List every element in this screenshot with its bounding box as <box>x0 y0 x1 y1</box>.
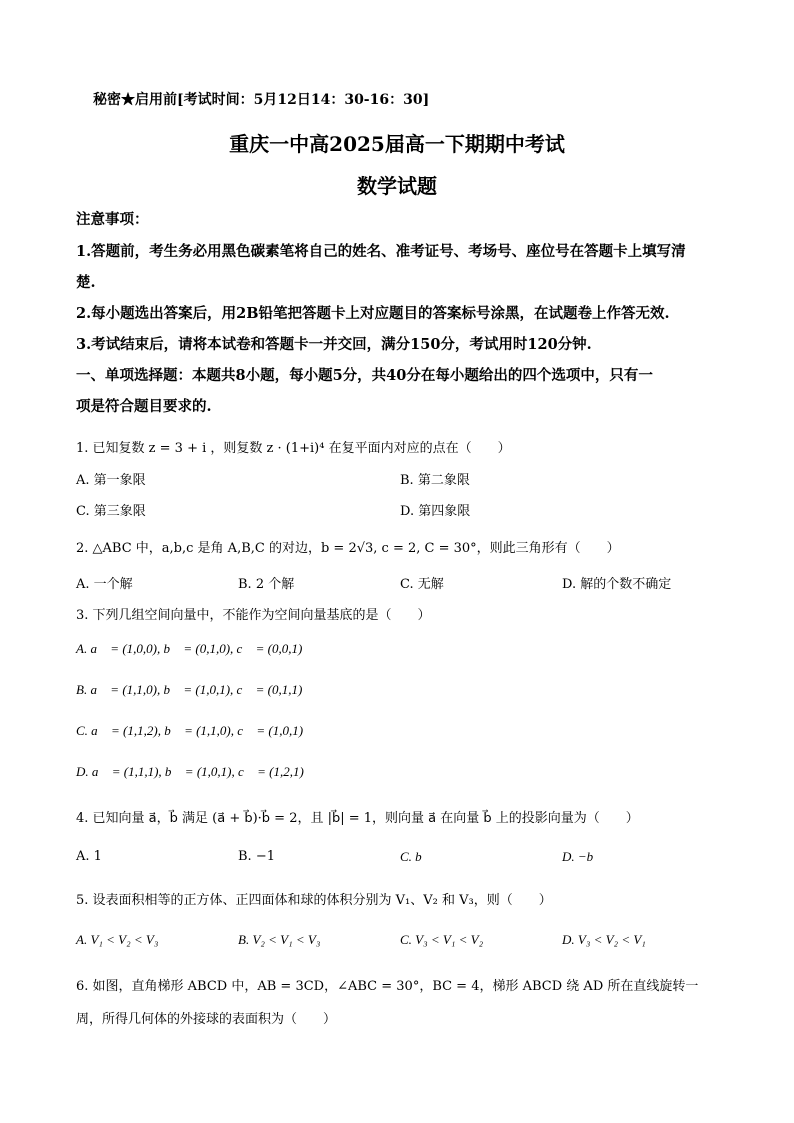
notes-item-2: 2.每小题选出答案后，用2B铅笔把答题卡上对应题目的答案标号涂黑，在试题卷上作答无效. <box>76 305 670 322</box>
question-2-option-c: C. 无解 <box>400 577 444 592</box>
question-1-option-b: B. 第二象限 <box>400 473 470 488</box>
notes-item-3: 3.考试结束后，请将本试卷和答题卡一并交回，满分150分，考试用时120分钟. <box>76 336 592 353</box>
question-4-option-a: A. 1 <box>76 849 102 864</box>
notes-item-1: 1.答题前，考生务必用黑色碳素笔将自己的姓名、准考证号、考场号、座位号在答题卡上填写清 <box>76 243 686 260</box>
question-2-stem: 2. △ABC 中，a,b,c 是角 A,B,C 的对边，b = 2√3, c = 2, C = 30°，则此三角形有（ ） <box>76 541 620 556</box>
question-3-stem: 3. 下列几组空间向量中，不能作为空间向量基底的是（ ） <box>76 608 431 623</box>
question-3-option-b: B. a⃗ = (1,1,0), b⃗ = (1,0,1), c⃗ = (0,1,1) <box>76 682 303 697</box>
confidential-header: 秘密★启用前[考试时间：5月12日14：30-16：30] <box>93 92 430 108</box>
section-1-heading-cont: 项是符合题目要求的. <box>76 398 212 415</box>
question-4-stem: 4. 已知向量 a⃗，b⃗ 满足 (a⃗ + b⃗)·b⃗ = 2，且 |b⃗| = 1，则向量 a⃗ 在向量 b⃗ 上的投影向量为（ ） <box>76 811 639 826</box>
question-3-option-c: C. a⃗ = (1,1,2), b⃗ = (1,1,0), c⃗ = (1,0,1) <box>76 723 304 738</box>
question-3-option-a: A. a⃗ = (1,0,0), b⃗ = (0,1,0), c⃗ = (0,0,1) <box>76 641 303 656</box>
question-5-option-b: B. V₂ < V₁ < V₃ <box>238 932 321 947</box>
question-1-stem: 1. 已知复数 z = 3 + i ，则复数 z · (1+i)⁴ 在复平面内对应的点在（ ） <box>76 441 511 456</box>
exam-subtitle: 数学试题 <box>357 174 437 198</box>
notes-item-1-cont: 楚. <box>76 274 96 291</box>
question-4-option-b: B. −1 <box>238 849 275 864</box>
question-3-option-d: D. a⃗ = (1,1,1), b⃗ = (1,0,1), c⃗ = (1,2,1) <box>76 764 304 779</box>
question-1-option-c: C. 第三象限 <box>76 504 146 519</box>
exam-title: 重庆一中高2025届高一下期期中考试 <box>229 132 565 156</box>
notes-heading: 注意事项： <box>76 211 149 228</box>
question-4-option-d: D. −b⃗ <box>562 849 604 864</box>
question-5-stem: 5. 设表面积相等的正方体、正四面体和球的体积分别为 V₁、V₂ 和 V₃，则（ ） <box>76 893 552 908</box>
question-4-option-c: C. b⃗ <box>400 849 432 864</box>
question-6-stem-cont: 周，所得几何体的外接球的表面积为（ ） <box>76 1012 337 1027</box>
section-1-heading: 一、单项选择题：本题共8小题，每小题5分，共40分在每小题给出的四个选项中，只有一 <box>76 367 653 384</box>
question-5-option-c: C. V₃ < V₁ < V₂ <box>400 932 484 947</box>
question-2-option-b: B. 2 个解 <box>238 577 295 592</box>
question-1-option-a: A. 第一象限 <box>76 473 146 488</box>
question-6-stem: 6. 如图，直角梯形 ABCD 中，AB = 3CD，∠ABC = 30°，BC = 4，梯形 ABCD 绕 AD 所在直线旋转一 <box>76 979 699 994</box>
question-1-option-d: D. 第四象限 <box>400 504 471 519</box>
question-2-option-a: A. 一个解 <box>76 577 133 592</box>
question-5-option-d: D. V₃ < V₂ < V₁ <box>562 932 646 947</box>
question-5-option-a: A. V₁ < V₂ < V₃ <box>76 932 159 947</box>
question-2-option-d: D. 解的个数不确定 <box>562 577 672 592</box>
